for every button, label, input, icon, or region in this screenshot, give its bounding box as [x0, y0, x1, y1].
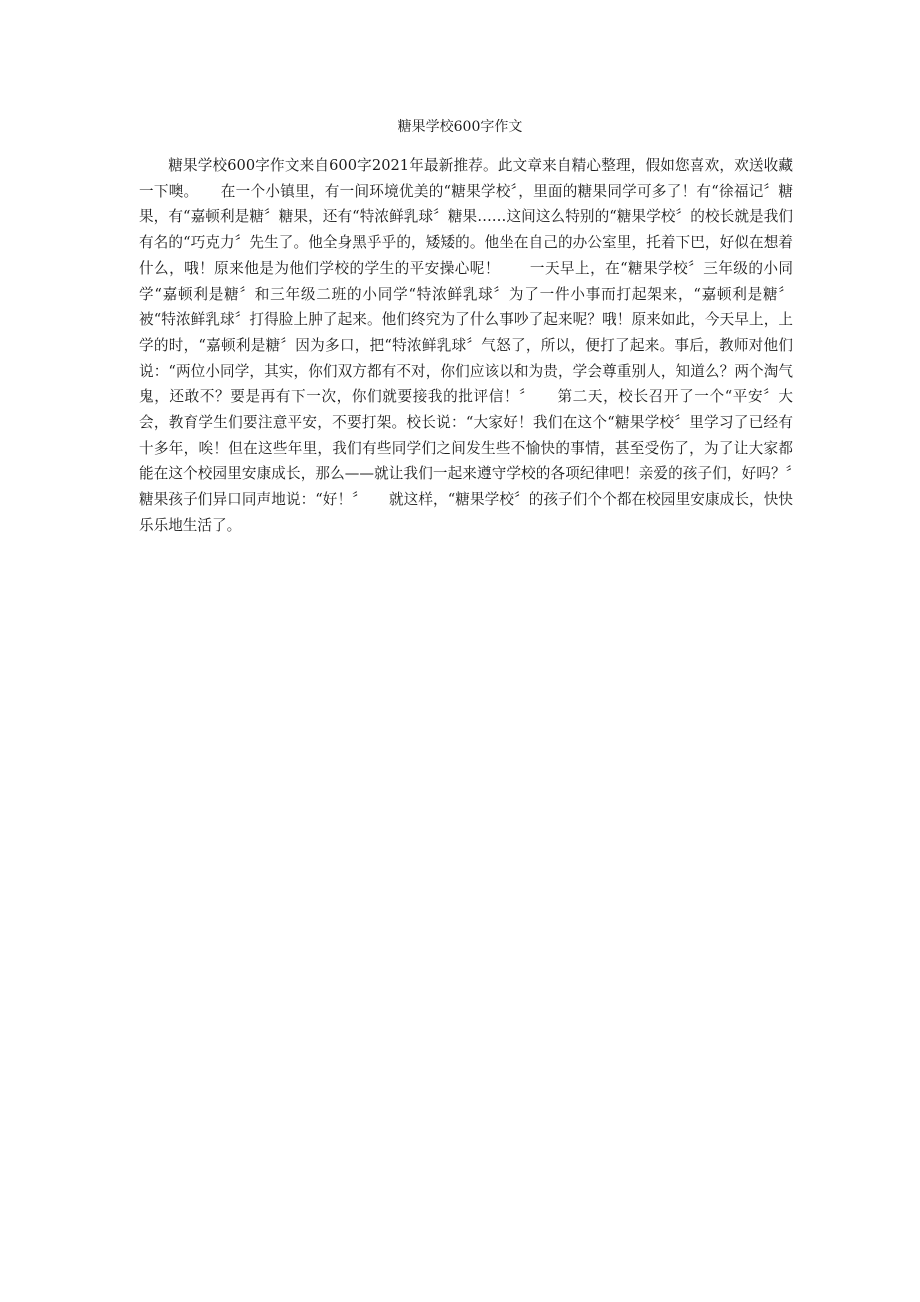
- document-title: 糖果学校600字作文: [397, 119, 523, 135]
- document-body: 糖果学校600字作文来自600字2021年最新推荐。此文章来自精心整理，假如您喜欢，欢送收藏一下噢。 在一个小镇里，有一间环境优美的“糖果学校〞，里面的糖果同学可多了！有“徐福记〞糖果，有“嘉顿利是糖〞糖果，还有“特浓鲜乳球〞糖果……这间这么特别的“糖果学校〞的校长就是我们有名的“巧克力〞先生了。他全身黑乎乎的，矮矮的。他坐在自己的办公室里，托着下巴，好似在想着什么，哦！原来他是为他们学校的学生的平安操心呢！ 一天早上，在“糖果学校〞三年级的小同学“嘉顿利是糖〞和三年级二班的小同学“特浓鲜乳球〞为了一件小事而打起架来，“嘉顿利是糖〞被“特浓鲜乳球〞打得脸上肿了起来。他们终究为了什么事吵了起来呢？哦！原来如此，今天早上，上学的时，“嘉顿利是糖〞因为多口，把“特浓鲜乳球〞气怒了，所以，便打了起来。事后，教师对他们说：“两位小同学，其实，你们双方都有不对，你们应该以和为贵，学会尊重别人，知道么？两个淘气鬼，还敢不？要是再有下一次，你们就要接我的批评信！〞 第二天，校长召开了一个“平安〞大会，教育学生们要注意平安，不要打架。校长说：“大家好！我们在这个“糖果学校〞里学习了已经有十多年，唉！但在这些年里，我们有些同学们之间发生些不愉快的事情，甚至受伤了，为了让大家都能在这个校园里安康成长，那么——就让我们一起来遵守学校的各项纪律吧！亲爱的孩子们，好吗？〞糖果孩子们异口同声地说：“好！〞 就这样，“糖果学校〞的孩子们个个都在校园里安康成长，快快乐乐地生活了。: [139, 157, 793, 534]
